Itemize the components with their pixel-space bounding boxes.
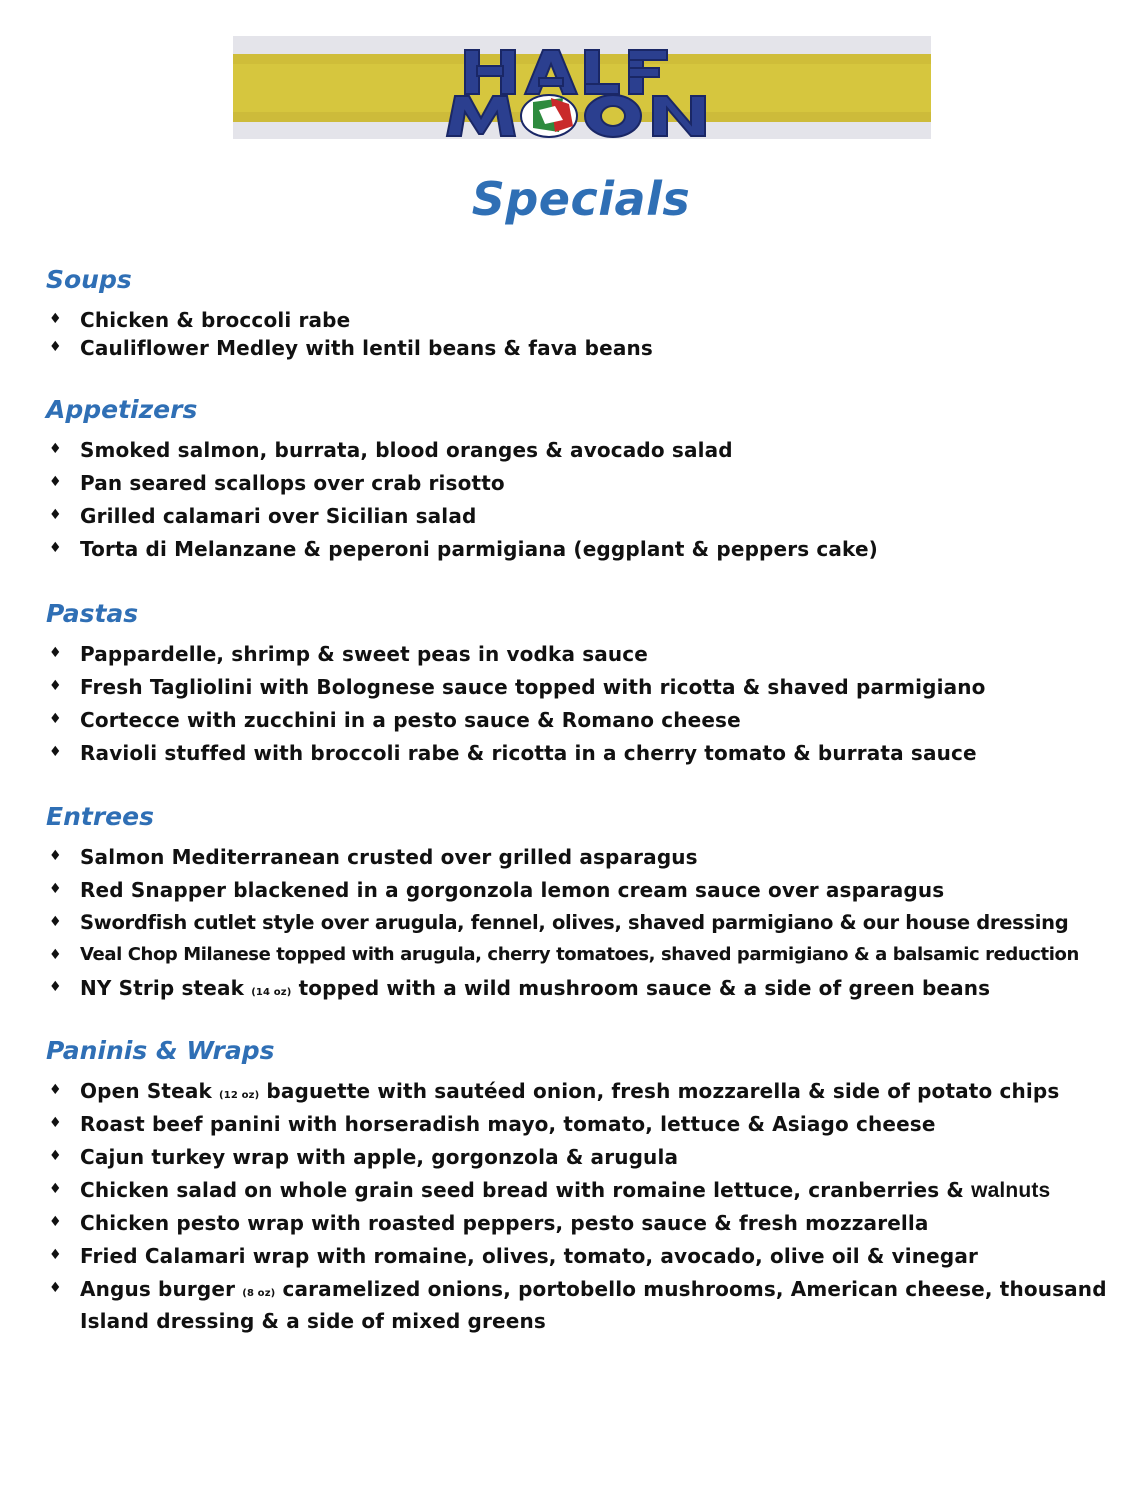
diamond-bullet-icon: ♦ [49,1181,62,1197]
diamond-bullet-icon: ♦ [49,645,62,661]
section-heading: Entrees [46,802,154,831]
diamond-bullet-icon: ♦ [49,914,62,930]
diamond-bullet-icon: ♦ [49,1115,62,1131]
diamond-bullet-icon: ♦ [49,979,62,995]
diamond-bullet-icon: ♦ [49,848,62,864]
half-moon-logo [233,36,931,139]
diamond-bullet-icon: ♦ [49,711,62,727]
diamond-bullet-icon: ♦ [49,1082,62,1098]
diamond-bullet-icon: ♦ [49,474,62,490]
diamond-bullet-icon: ♦ [49,947,62,963]
diamond-bullet-icon: ♦ [49,1280,62,1296]
diamond-bullet-icon: ♦ [49,339,62,355]
diamond-bullet-icon: ♦ [49,507,62,523]
diamond-bullet-icon: ♦ [49,1247,62,1263]
section-heading: Pastas [46,599,139,628]
diamond-bullet-icon: ♦ [49,540,62,556]
diamond-bullet-icon: ♦ [49,441,62,457]
page-title: Specials [471,172,691,226]
diamond-bullet-icon: ♦ [49,678,62,694]
diamond-bullet-icon: ♦ [49,881,62,897]
diamond-bullet-icon: ♦ [49,1148,62,1164]
section-heading: Appetizers [46,395,198,424]
section-heading: Paninis & Wraps [46,1036,275,1065]
section-heading: Soups [46,265,132,294]
diamond-bullet-icon: ♦ [49,311,62,327]
diamond-bullet-icon: ♦ [49,744,62,760]
diamond-bullet-icon: ♦ [49,1214,62,1230]
